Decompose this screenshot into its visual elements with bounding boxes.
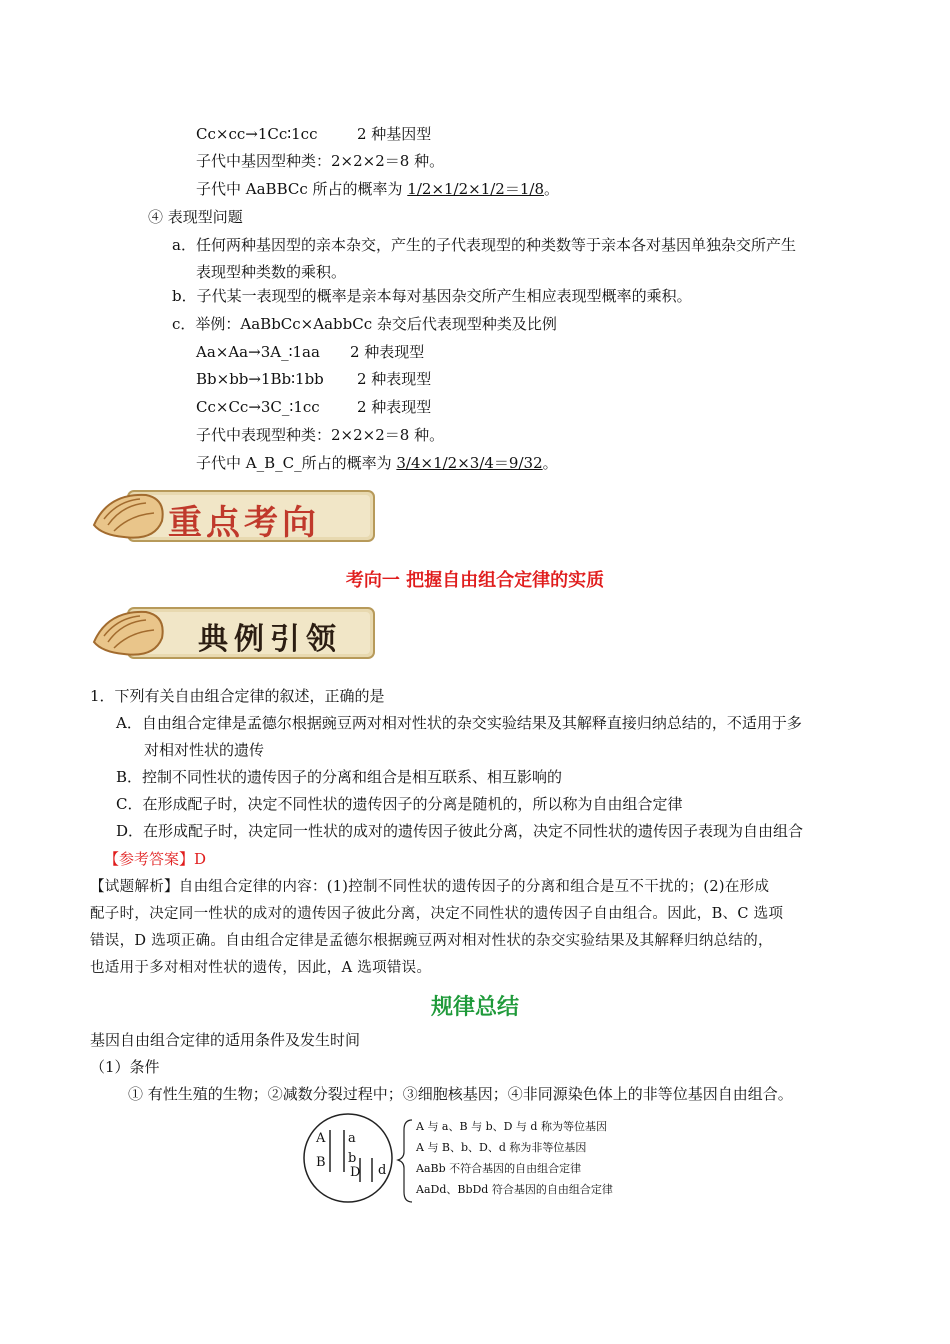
gene-label-a: a xyxy=(348,1131,356,1146)
diagram-note: A 与 a、B 与 b、D 与 d 称为等位基因 xyxy=(416,1120,607,1133)
phenotype-title: ④ 表现型问题 xyxy=(148,208,243,226)
phenotype-c-line: c．举例：AaBbCc×AabbCc 杂交后代表现型种类及比例 xyxy=(172,315,557,333)
phenotype-a-line2: 表现型种类数的乘积。 xyxy=(196,263,347,281)
gene-label-B: B xyxy=(316,1155,326,1170)
gene-label-D: D xyxy=(350,1165,361,1180)
genotype-probability: 子代中 AaBBCc 所占的概率为 1/2×1/2×1/2＝1/8。 xyxy=(196,180,560,198)
example-lead-banner xyxy=(88,602,378,664)
genotype-kinds: 子代中基因型种类：2×2×2＝8 种。 xyxy=(196,152,445,170)
condition-title: （1）条件 xyxy=(90,1058,160,1076)
analysis-line2: 配子时，决定同一性状的成对的遗传因子彼此分离，决定不同性状的遗传因子自由组合。因此，B、C 选项 xyxy=(90,906,784,922)
option-c: C．在形成配子时，决定不同性状的遗传因子的分离是随机的，所以称为自由组合定律 xyxy=(116,795,683,813)
analysis-line4: 也适用于多对相对性状的遗传，因此，A 选项错误。 xyxy=(90,960,432,976)
phenotype-count-bb: 2 种表现型 xyxy=(357,370,432,388)
analysis-line1: 【试题解析】自由组合定律的内容：(1)控制不同性状的遗传因子的分离和组合是互不干扰的；(2)在形成 xyxy=(90,879,770,895)
phenotype-example-cc: Cc×Cc→3C_∶1cc xyxy=(196,398,320,416)
phenotype-kinds: 子代中表现型种类：2×2×2＝8 种。 xyxy=(196,426,445,444)
condition-body: ① 有性生殖的生物；②减数分裂过程中；③细胞核基因；④非同源染色体上的非等位基因自由组合。 xyxy=(128,1085,793,1103)
diagram-note: AaDd、BbDd 符合基因的自由组合定律 xyxy=(416,1183,613,1196)
option-d: D．在形成配子时，决定同一性状的成对的遗传因子彼此分离，决定不同性状的遗传因子表现为自由组合 xyxy=(116,822,804,840)
gene-label-A: A xyxy=(316,1131,326,1146)
phenotype-b-line: b．子代某一表现型的概率是亲本每对基因杂交所产生相应表现型概率的乘积。 xyxy=(172,287,692,305)
phenotype-count-aa: 2 种表现型 xyxy=(350,343,425,361)
diagram-note: A 与 B、b、D、d 称为非等位基因 xyxy=(416,1141,587,1154)
gene-diagram xyxy=(300,1112,660,1212)
key-direction-banner xyxy=(88,485,378,547)
shell-icon xyxy=(94,495,163,538)
banner-label: 典例引领 xyxy=(198,622,342,657)
option-a-line2: 对相对性状的遗传 xyxy=(144,741,265,759)
summary-title: 规律总结 xyxy=(430,995,519,1020)
phenotype-example-aa: Aa×Aa→3A_∶1aa xyxy=(196,343,320,361)
option-a-line1: A．自由组合定律是孟德尔根据豌豆两对相对性状的杂交实验结果及其解释直接归纳总结的，不适用于多 xyxy=(116,714,802,732)
gene-label-d: d xyxy=(378,1163,387,1178)
gene-label-b: b xyxy=(348,1151,357,1166)
banner-label: 重点考向 xyxy=(168,503,320,543)
shell-icon xyxy=(94,612,163,655)
diagram-note: AaBb 不符合基因的自由组合定律 xyxy=(416,1162,582,1175)
reference-answer: 【参考答案】D xyxy=(104,850,207,868)
phenotype-count-cc: 2 种表现型 xyxy=(357,398,432,416)
phenotype-example-bb: Bb×bb→1Bb∶1bb xyxy=(196,370,324,388)
phenotype-probability: 子代中 A_B_C_所占的概率为 3/4×1/2×3/4＝9/32。 xyxy=(196,454,558,472)
phenotype-a-line1: a．任何两种基因型的亲本杂交，产生的子代表现型的种类数等于亲本各对基因单独杂交所产生 xyxy=(172,236,796,254)
genotype-count-cc: 2 种基因型 xyxy=(357,125,432,143)
question-stem: 1．下列有关自由组合定律的叙述，正确的是 xyxy=(90,687,385,705)
option-b: B．控制不同性状的遗传因子的分离和组合是相互联系、相互影响的 xyxy=(116,768,563,786)
summary-intro: 基因自由组合定律的适用条件及发生时间 xyxy=(90,1031,361,1049)
genotype-cross-cc: Cc×cc→1Cc∶1cc xyxy=(196,125,318,143)
analysis-line3: 错误，D 选项正确。自由组合定律是孟德尔根据豌豆两对相对性状的杂交实验结果及其解释归纳总结的， xyxy=(90,933,773,949)
section-title: 考向一 把握自由组合定律的实质 xyxy=(345,570,605,591)
